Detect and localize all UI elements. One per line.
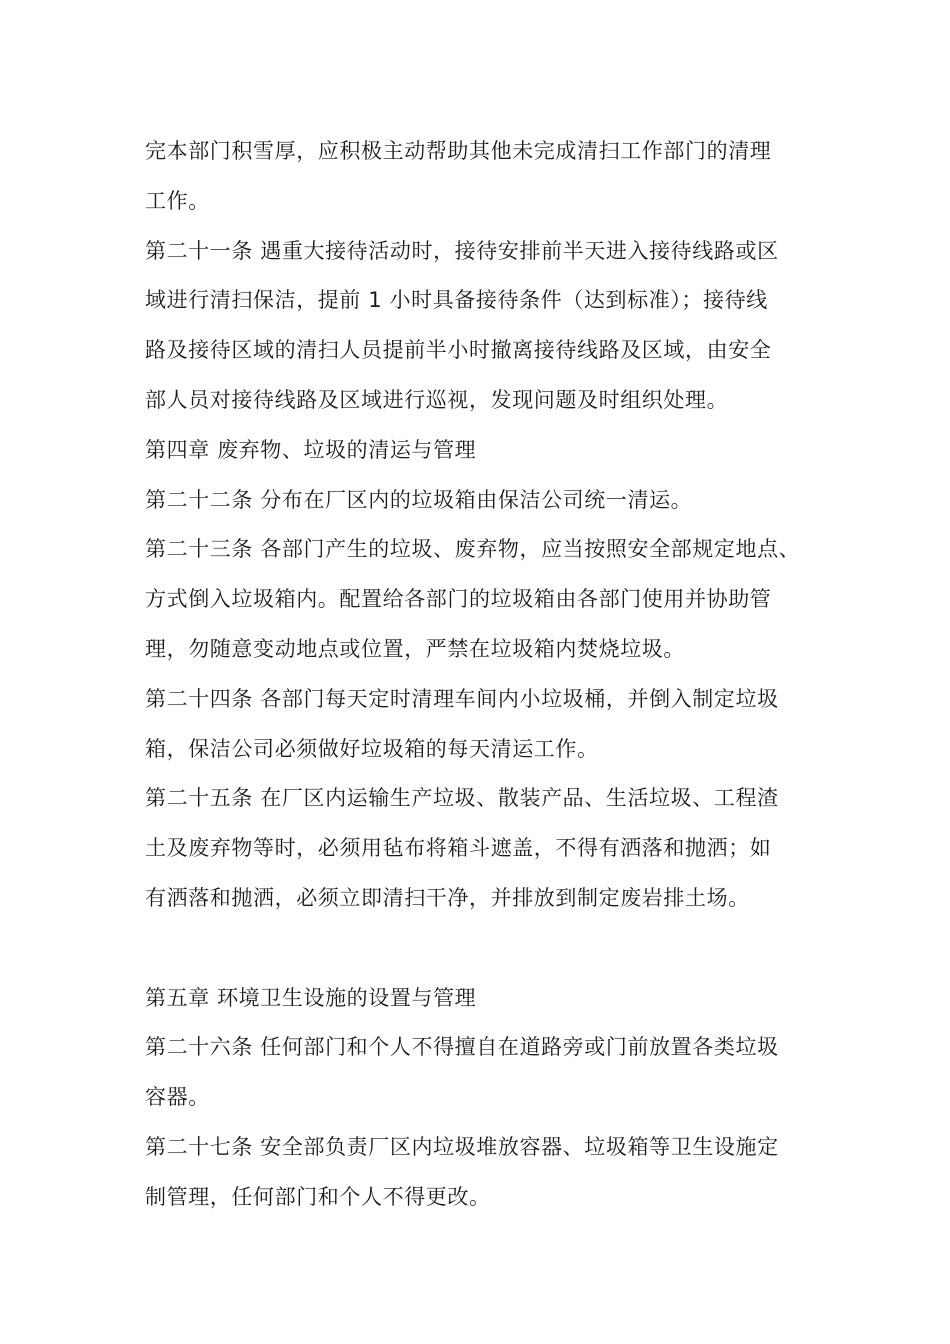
article-22-line: 第二十二条 分布在厂区内的垃圾箱由保洁公司统一清运。: [145, 487, 693, 512]
article-26-line: 第二十六条 任何部门和个人不得擅自在道路旁或门前放置各类垃圾: [145, 1035, 779, 1060]
text-line: 箱，保洁公司必须做好垃圾箱的每天清运工作。: [145, 736, 599, 761]
text-line: 方式倒入垃圾箱内。配置给各部门的垃圾箱由各部门使用并协助管: [145, 587, 772, 612]
article-24-line: 第二十四条 各部门每天定时清理车间内小垃圾桶，并倒入制定垃圾: [145, 686, 779, 711]
text-line: 制管理，任何部门和个人不得更改。: [145, 1184, 491, 1209]
text-line: 域进行清扫保洁，提前 1 小时具备接待条件（达到标准）；接待线: [145, 288, 768, 313]
chapter-5-heading: 第五章 环境卫生设施的设置与管理: [145, 985, 477, 1010]
article-27-line: 第二十七条 安全部负责厂区内垃圾堆放容器、垃圾箱等卫生设施定: [145, 1134, 779, 1159]
blank-line: [145, 928, 815, 978]
text-line: 工作。: [145, 188, 210, 213]
text-line: 土及废弃物等时，必须用毡布将箱斗遮盖，不得有洒落和抛洒；如: [145, 836, 772, 861]
article-25-line: 第二十五条 在厂区内运输生产垃圾、散装产品、生活垃圾、工程渣: [145, 786, 779, 811]
article-23-line: 第二十三条 各部门产生的垃圾、废弃物，应当按照安全部规定地点、: [145, 537, 801, 562]
text-line: 容器。: [145, 1085, 210, 1110]
chapter-4-heading: 第四章 废弃物、垃圾的清运与管理: [145, 437, 477, 462]
text-line: 完本部门积雪厚，应积极主动帮助其他未完成清扫工作部门的清理: [145, 139, 772, 163]
text-line: 理，勿随意变动地点或位置，严禁在垃圾箱内焚烧垃圾。: [145, 636, 685, 661]
document-body: [145, 131, 815, 1227]
text-line: 有洒落和抛洒，必须立即清扫干净，并排放到制定废岩排土场。: [145, 885, 750, 910]
article-21-line: 第二十一条 遇重大接待活动时，接待安排前半天进入接待线路或区: [145, 238, 779, 263]
text-line: 路及接待区域的清扫人员提前半小时撤离接待线路及区域，由安全: [145, 338, 772, 363]
text-line: 部人员对接待线路及区域进行巡视，发现问题及时组织处理。: [145, 387, 729, 412]
